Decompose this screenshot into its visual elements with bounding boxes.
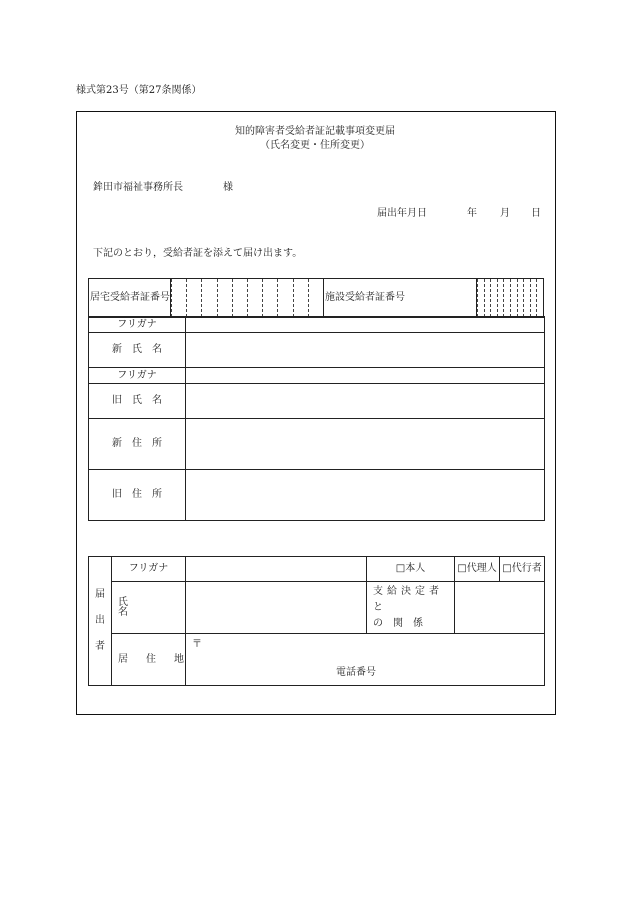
new-name-label: 新 氏 名 (89, 333, 186, 368)
facility-cert-label: 施設受給者証番号 (324, 279, 477, 318)
furigana-label-old: フリガナ (89, 368, 186, 384)
old-name-field[interactable] (186, 384, 545, 419)
option-proxy-checkbox[interactable]: □代行者 (502, 563, 542, 574)
home-cert-label: 居宅受給者証番号 (89, 279, 171, 318)
residence-label: 居 住 地 (112, 634, 186, 686)
date-day: 日 (531, 208, 541, 219)
notifier-name-field[interactable] (186, 582, 367, 634)
intro-text: 下記のとおり，受給者証を添えて届け出ます。 (93, 248, 303, 259)
relation-field[interactable] (455, 582, 545, 634)
furigana-old-field[interactable] (186, 368, 545, 384)
option-agent-checkbox[interactable]: □代理人 (455, 557, 500, 581)
furigana-new-field[interactable] (186, 317, 545, 333)
notifier-furigana-field[interactable] (186, 557, 367, 582)
form-title: 知的障害者受給者証記載事項変更届 (235, 126, 395, 137)
change-details-table (88, 316, 545, 521)
option-self-checkbox[interactable]: □本人 (367, 557, 455, 582)
form-subtitle: （氏名変更・住所変更） (260, 140, 370, 151)
honorific: 様 (223, 182, 233, 193)
notifier-furigana-label: フリガナ (112, 557, 186, 582)
certificate-number-table (88, 278, 630, 318)
postal-mark: 〒 (192, 639, 202, 650)
residence-field[interactable] (186, 634, 545, 686)
notifier-table (88, 556, 545, 686)
date-year: 年 (467, 208, 477, 219)
phone-label: 電話番号 (336, 667, 376, 678)
new-address-field[interactable] (186, 419, 545, 470)
old-address-label: 旧 住 所 (89, 470, 186, 521)
notifier-side-label: 届 出 者 (89, 557, 112, 686)
old-address-field[interactable] (186, 470, 545, 521)
addressee: 鉾田市福祉事務所長 (93, 182, 183, 193)
date-label: 届出年月日 (377, 208, 427, 219)
facility-cert-number-boxes[interactable] (477, 279, 544, 318)
home-cert-number-boxes[interactable] (171, 279, 324, 318)
relation-label: 支給決定者と の 関 係 (367, 582, 455, 634)
notifier-name-label: 氏名 (112, 582, 186, 634)
old-name-label: 旧 氏 名 (89, 384, 186, 419)
furigana-label-new: フリガナ (89, 317, 186, 333)
form-number: 様式第23号（第27条関係） (76, 85, 202, 96)
new-address-label: 新 住 所 (89, 419, 186, 470)
new-name-field[interactable] (186, 333, 545, 368)
date-month: 月 (500, 208, 510, 219)
